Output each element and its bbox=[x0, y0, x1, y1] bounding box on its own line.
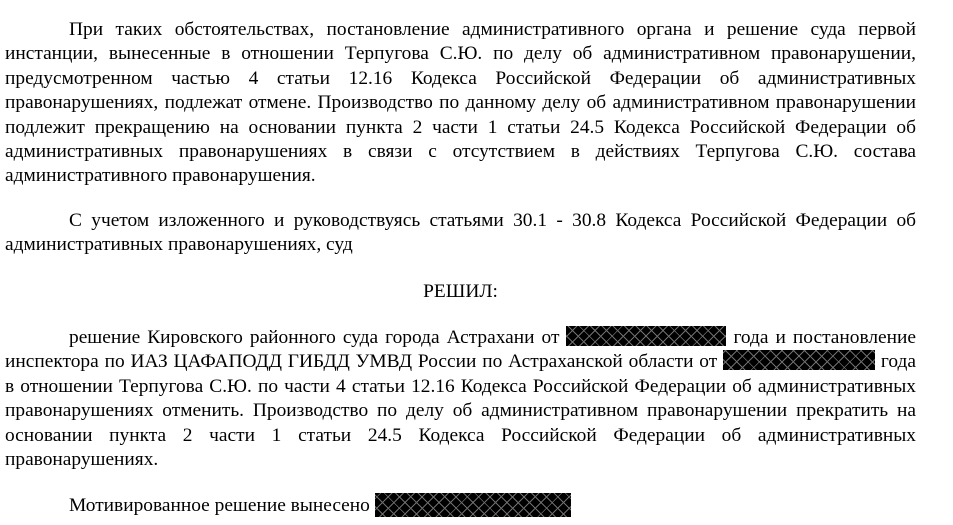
redacted-date-court bbox=[566, 326, 726, 346]
paragraph-gap bbox=[5, 304, 916, 326]
document-page bbox=[5, 18, 916, 518]
paragraph-considering: С учетом изложенного и руководствуясь статьями 30.1 - 30.8 Кодекса Российской Федерации об административных правонарушениях, суд bbox=[5, 209, 916, 256]
paragraph-gap bbox=[5, 258, 916, 280]
paragraph-closing bbox=[5, 493, 916, 518]
paragraph-gap bbox=[5, 473, 916, 493]
redacted-date-motivated bbox=[375, 493, 571, 517]
closing-text: Мотивированное решение вынесено bbox=[69, 494, 370, 516]
paragraph-gap bbox=[5, 189, 916, 209]
paragraph-circumstances: При таких обстоятельствах, постановление административного органа и решение суда первой инстанции, вынесенные в отношении Терпугова С.Ю. по делу об административном правонарушении, предусмотренном частью 4 статьи 12.16 Кодекса Российской Федерации об административных правонарушениях, подлежат отмене. Производство по данному делу об административном правонарушении подлежит прекращению на основании пункта 2 части 1 статьи 24.5 Кодекса Российской Федерации об административных правонарушениях в связи с отсутствием в действиях Терпугова С.Ю. состава административного правонарушения. bbox=[5, 19, 916, 187]
decision-heading: РЕШИЛ: bbox=[423, 280, 498, 302]
decision-text-part-1: решение Кировского районного суда города Астрахани от bbox=[69, 327, 560, 349]
decision-text-part-2: года и постановление инспектора по ИАЗ ЦАФАПОДД ГИБДД УМВД России по Астраханской области от bbox=[5, 327, 916, 373]
paragraph-decision bbox=[5, 326, 916, 472]
redacted-date-resolution bbox=[723, 350, 875, 370]
decision-text-part-3: года в отношении Терпугова С.Ю. по части 4 статьи 12.16 Кодекса Российской Федерации об административных правонарушениях отменить. Производство по делу об административном правонарушении прекратить на основании пункта 2 части 1 статьи 24.5 Кодекса Российской Федерации об административных правонарушениях. bbox=[5, 351, 916, 471]
